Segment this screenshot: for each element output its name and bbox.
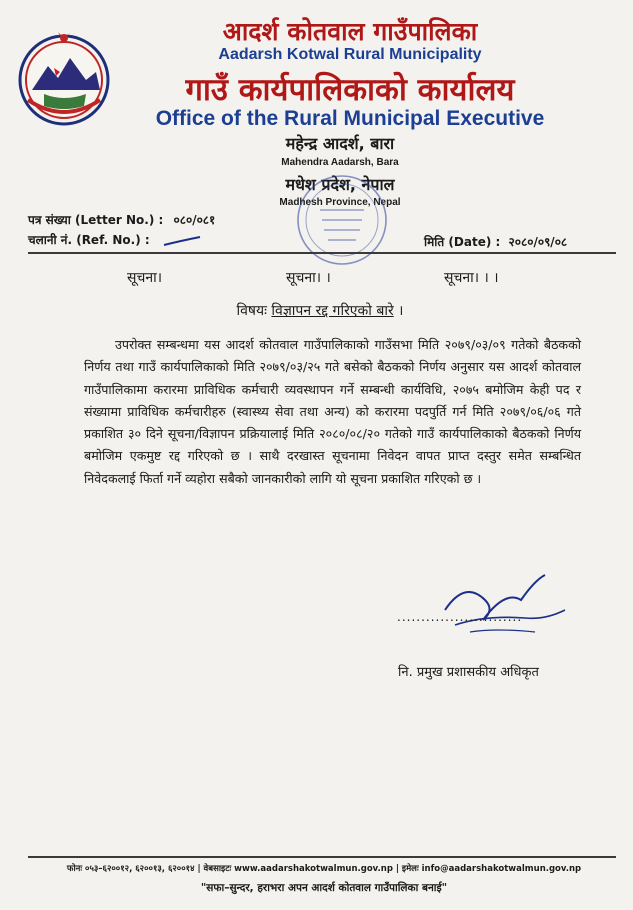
notice-title-2: सूचना। । xyxy=(286,270,331,286)
letter-no-row xyxy=(28,211,215,228)
subject-suffix: । xyxy=(398,303,404,319)
signatory-title: नि. प्रमुख प्रशासकीय अधिकृत xyxy=(398,665,539,680)
footer-divider xyxy=(28,856,616,858)
body-paragraph: उपरोक्त सम्बन्धमा यस आदर्श कोतवाल गाउँपालिकाको गाउँसभा मिति २०७९/०३/०९ गतेको बैठकको निर्णय तथा गाउँ कार्यपालिकाको मिति २०७९/०३/२५ गते बसेको बैठकको निर्णय अनुसार यस आदर्श कोतवाल गाउँपालिकामा करारमा प्राविधिक कर्मचारी व्यवस्थापन गर्ने सम्बन्धी कार्यविधि, २०७५ बमोजिम केही पद र संख्यामा प्राविधिक कर्मचारीहरु (स्वास्थ्य सेवा तथा अन्य) को करारमा पदपुर्ति गर्न मिति २०७९/०६/०६ गते प्रकाशित ३० दिने सूचना/विज्ञापन प्रक्रियालाई मिति २०८०/०८/२० गतेको गाउँ कार्यपालिकाको बैठकको निर्णय बमोजिम एकमुष्ट रद्द गरिएको छ । साथै दरखास्त सूचनामा निवेदन वापत प्राप्त दस्तुर समेत सम्बन्धित निवेदकलाई फिर्ता गर्ने व्यहोरा सबैको जानकारीको लागि यो सूचना प्रकाशित गरिएको छ । xyxy=(84,337,581,486)
footer-contact: फोनः ०५३–६२००१२, ६२००१३, ६२००१४ | वेबसाइटः www.aadarshakotwalmun.gov.np | इमेलः info@aadarshakotwalmun.gov.np xyxy=(66,864,582,874)
letter-no-label: पत्र संख्या (Letter No.) : xyxy=(28,213,164,227)
subject-text: विज्ञापन रद्द गरिएको बारे xyxy=(271,303,394,319)
signature-dots: .......................... xyxy=(397,610,523,624)
office-name-en: Office of the Rural Municipal Executive xyxy=(155,107,545,130)
notice-body xyxy=(84,334,581,490)
ref-no-label: चलानी नं. (Ref. No.) : xyxy=(28,233,150,247)
footer-slogan: "सफा–सुन्दर, हराभरा अपन आदर्श कोतवाल गाउँपालिका बनाई" xyxy=(200,882,448,894)
province-en: Madhesh Province, Nepal xyxy=(279,197,401,208)
date-row xyxy=(424,233,567,250)
municipality-name-np: आदर्श कोतवाल गाउँपालिका xyxy=(222,17,478,46)
ref-no-row xyxy=(28,231,202,248)
ref-no-handwritten-mark xyxy=(162,235,202,247)
place-en: Mahendra Aadarsh, Bara xyxy=(281,157,399,168)
place-np: महेन्द्र आदर्श, बारा xyxy=(285,134,395,153)
date-value: २०८०/०९/०८ xyxy=(508,235,568,249)
nepal-emblem-logo xyxy=(14,28,114,128)
header-divider xyxy=(28,252,616,254)
letter-no-value: ०८०/०८१ xyxy=(173,213,216,227)
subject-line xyxy=(60,301,580,320)
office-stamp xyxy=(292,170,392,270)
subject-prefix: विषयः xyxy=(236,303,267,319)
office-name-np: गाउँ कार्यपालिकाको कार्यालय xyxy=(185,72,515,108)
municipality-name-en: Aadarsh Kotwal Rural Municipality xyxy=(218,46,482,63)
notice-title-1: सूचना। xyxy=(127,270,163,286)
date-label: मिति (Date) : xyxy=(424,235,501,249)
province-np: मधेश प्रदेश, नेपाल xyxy=(285,175,395,194)
notice-title-3: सूचना। । । xyxy=(444,270,499,286)
